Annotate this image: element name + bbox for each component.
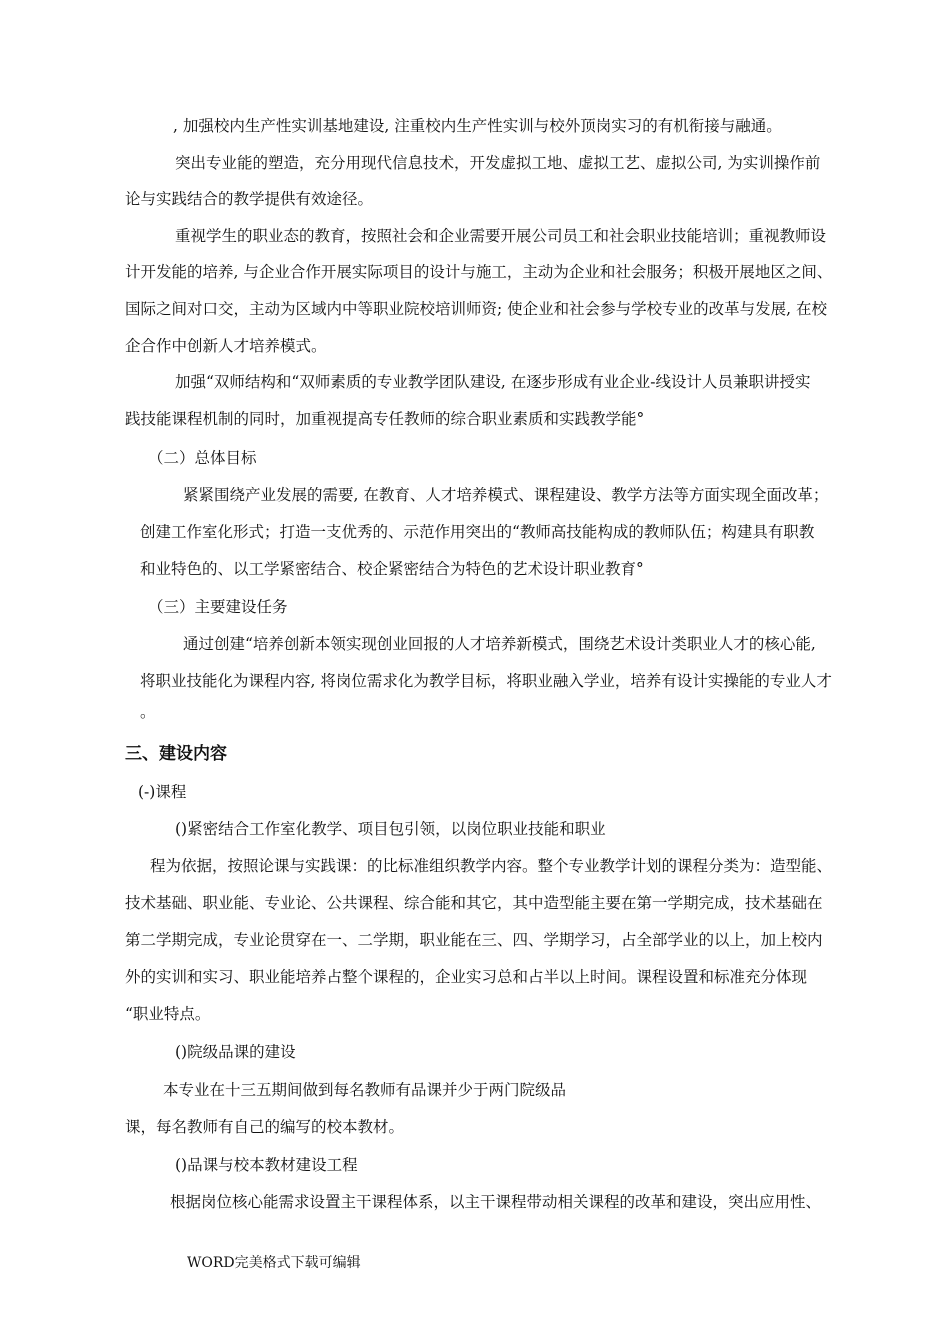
body-line: 技术基础、职业能、专业论、公共课程、综合能和其它，其中造型能主要在第一学期完成，技术基础在 — [125, 894, 823, 912]
body-line: , 加强校内生产性实训基地建设, 注重校内生产性实训与校外顶岗实习的有机衔接与融通。 — [173, 117, 782, 135]
body-line: 程为依据，按照论课与实践课：的比标准组织教学内容。整个专业教学计划的课程分类为：造型能、 — [150, 857, 833, 875]
body-line: 通过创建“培养创新本领实现创业回报的人才培养新模式，围绕艺术设计类职业人才的核心能, — [183, 635, 816, 653]
page-footer: WORD完美格式下载可编辑 — [187, 1255, 361, 1271]
section-subheading: （三）主要建设任务 — [148, 598, 288, 616]
body-line: 根据岗位核心能需求设置主干课程体系，以主干课程带动相关课程的改革和建设，突出应用性、 — [170, 1193, 822, 1211]
body-line: 企合作中创新人才培养模式。 — [125, 337, 327, 355]
section-heading: 三、建设内容 — [125, 744, 227, 764]
body-line: 重视学生的职业态的教育，按照社会和企业需要开展公司员工和社会职业技能培训；重视教师设 — [175, 227, 827, 245]
body-line: 加强“双师结构和“双师素质的专业教学团队建设, 在逐步形成有业企业-线设计人员兼职讲授实 — [175, 373, 811, 391]
body-line: 。 — [140, 703, 156, 721]
body-line: “职业特点。 — [125, 1005, 211, 1023]
body-line: 践技能课程机制的同时，加重视提高专任教师的综合职业素质和实践教学能° — [125, 410, 645, 428]
body-line: 第二学期完成，专业论贯穿在一、二学期，职业能在三、四、学期学习，占全部学业的以上，加上校内 — [125, 931, 823, 949]
body-line: 外的实训和实习、职业能培养占整个课程的，企业实习总和占半以上时间。课程设置和标准充分体现 — [125, 968, 808, 986]
body-line: 突出专业能的塑造，充分用现代信息技术，开发虚拟工地、虚拟工艺、虚拟公司, 为实训操作前 — [175, 154, 821, 172]
body-line: 和业特色的、以工学紧密结合、校企紧密结合为特色的艺术设计职业教育° — [140, 560, 644, 578]
section-subheading: (-)课程 — [138, 783, 187, 801]
body-line: 本专业在十三五期间做到每名教师有品课并少于两门院级品 — [163, 1081, 567, 1099]
body-line: 计开发能的培养, 与企业合作开展实际项目的设计与施工，主动为企业和社会服务；积极开展地区之间、 — [125, 263, 833, 281]
body-line: 紧紧围绕产业发展的需要, 在教育、人才培养模式、课程建设、教学方法等方面实现全面改革； — [183, 486, 829, 504]
section-subheading: ()院级品课的建设 — [175, 1043, 296, 1061]
section-subheading: （二）总体目标 — [148, 449, 257, 467]
section-subheading: ()品课与校本教材建设工程 — [175, 1156, 358, 1174]
body-line: 课，每名教师有自己的编写的校本教材。 — [125, 1118, 405, 1136]
body-line: 将职业技能化为课程内容, 将岗位需求化为教学目标，将职业融入学业，培养有设计实操能的专业人才 — [140, 672, 832, 690]
body-line: 创建工作室化形式；打造一支优秀的、示范作用突出的“教师高技能构成的教师队伍；构建具有职教 — [140, 523, 815, 541]
body-line: 论与实践结合的教学提供有效途径。 — [125, 190, 374, 208]
body-line: 国际之间对口交，主动为区域内中等职业院校培训师资; 使企业和社会参与学校专业的改革与发展, 在校 — [125, 300, 828, 318]
body-line: ()紧密结合工作室化教学、项目包引领，以岗位职业技能和职业 — [175, 820, 606, 838]
